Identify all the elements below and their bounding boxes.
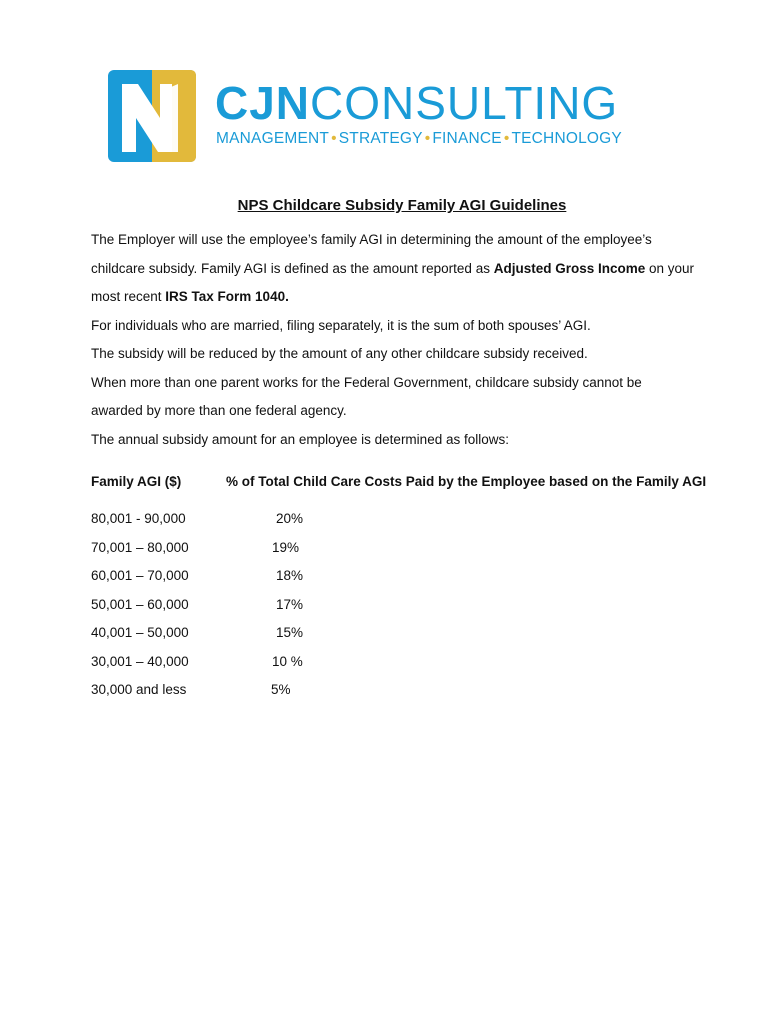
logo-tagline bbox=[216, 130, 622, 148]
agi-table bbox=[0, 509, 770, 709]
agi-range: 70,001 – 80,000 bbox=[91, 539, 189, 555]
table-row bbox=[0, 652, 770, 681]
tagline-separator: • bbox=[503, 130, 510, 147]
col-header-percent: % of Total Child Care Costs Paid by the Employee based on the Family AGI bbox=[226, 474, 707, 489]
paragraph-line bbox=[91, 283, 731, 312]
paragraph-line: When more than one parent works for the Federal Government, childcare subsidy cannot be bbox=[91, 374, 642, 390]
tagline-technology: TECHNOLOGY bbox=[511, 130, 622, 147]
tagline-strategy: STRATEGY bbox=[338, 130, 423, 147]
logo-brand-bold: CJN bbox=[215, 77, 311, 129]
paragraph-line: The Employer will use the employee’s family AGI in determining the amount of the employee’s bbox=[91, 232, 652, 247]
company-logo bbox=[108, 70, 633, 162]
logo-brand-name bbox=[215, 78, 618, 128]
paragraph-line bbox=[91, 255, 731, 284]
paragraph-line: The subsidy will be reduced by the amount of any other childcare subsidy received. bbox=[91, 346, 588, 361]
text-run: most recent bbox=[91, 289, 166, 304]
tagline-finance: FINANCE bbox=[432, 130, 502, 147]
table-row bbox=[0, 509, 770, 538]
col-header-family-agi: Family AGI ($) bbox=[91, 474, 182, 489]
tagline-separator: • bbox=[424, 130, 431, 147]
percent-value: 15% bbox=[276, 625, 304, 640]
logo-mark-icon bbox=[108, 70, 196, 162]
paragraph-line: The annual subsidy amount for an employee is determined as follows: bbox=[91, 431, 509, 447]
tagline-management: MANAGEMENT bbox=[216, 130, 330, 147]
agi-range: 30,001 – 40,000 bbox=[91, 653, 189, 669]
percent-value: 20% bbox=[276, 511, 304, 526]
paragraph-line: awarded by more than one federal agency. bbox=[91, 403, 347, 418]
percent-value: 18% bbox=[276, 568, 304, 583]
guidelines-text bbox=[91, 226, 731, 454]
agi-range: 40,001 – 50,000 bbox=[91, 625, 189, 640]
logo-brand-light: CONSULTING bbox=[310, 77, 619, 129]
document-title: NPS Childcare Subsidy Family AGI Guidelines bbox=[237, 197, 567, 214]
table-row bbox=[0, 538, 770, 567]
agi-range: 60,001 – 70,000 bbox=[91, 568, 189, 583]
table-row bbox=[0, 623, 770, 652]
text-run: on your bbox=[645, 260, 695, 276]
agi-range: 30,000 and less bbox=[91, 682, 187, 697]
percent-value: 17% bbox=[276, 596, 304, 612]
adjusted-gross-income-term: Adjusted Gross Income bbox=[493, 260, 646, 276]
tagline-separator: • bbox=[331, 130, 337, 147]
percent-value: 19% bbox=[272, 539, 300, 555]
percent-value: 10 % bbox=[272, 653, 303, 669]
text-run: childcare subsidy. Family AGI is defined as the amount reported as bbox=[91, 260, 494, 276]
table-row bbox=[0, 566, 770, 595]
table-row bbox=[0, 595, 770, 624]
agi-range: 80,001 - 90,000 bbox=[91, 511, 186, 526]
paragraph-line: For individuals who are married, filing separately, it is the sum of both spouses’ AGI. bbox=[91, 317, 591, 333]
irs-form-term: IRS Tax Form 1040. bbox=[165, 289, 289, 304]
agi-range: 50,001 – 60,000 bbox=[91, 596, 189, 612]
table-row bbox=[0, 680, 770, 709]
percent-value: 5% bbox=[271, 682, 291, 697]
